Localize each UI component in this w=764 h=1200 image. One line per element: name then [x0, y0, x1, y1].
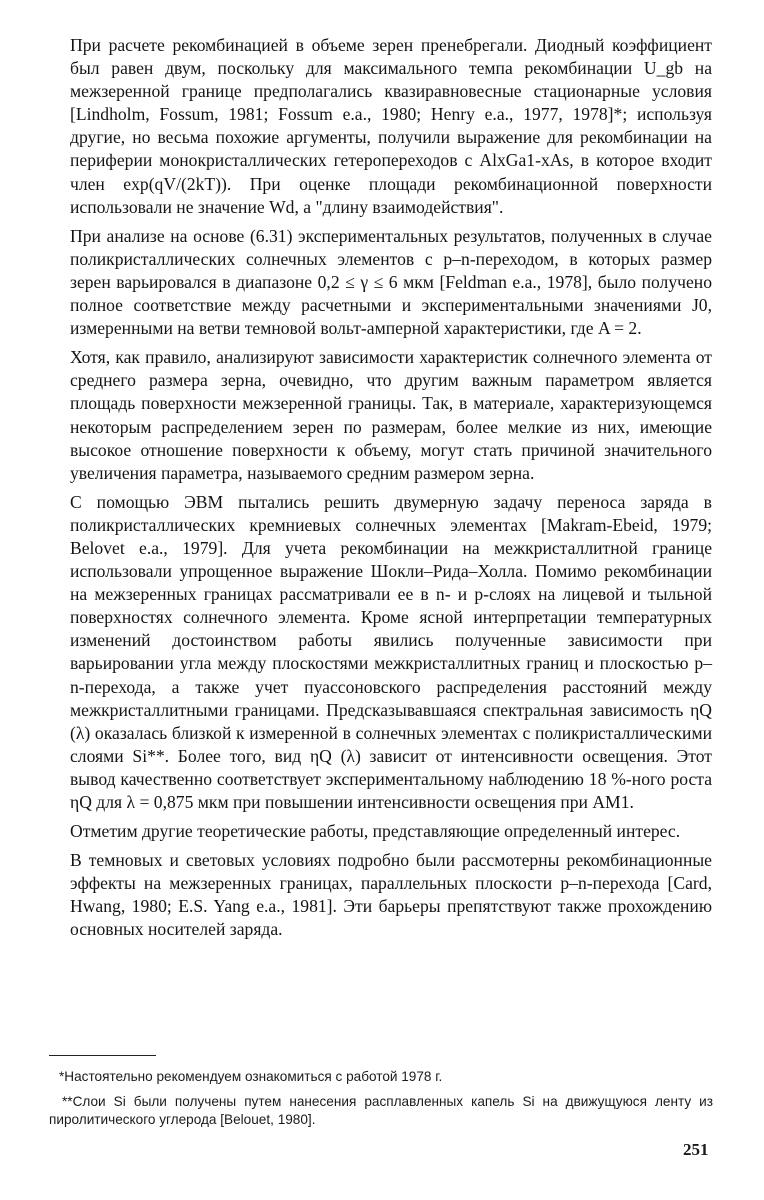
footnote-1: *Настоятельно рекомендуем ознакомиться с работой 1978 г. [59, 1069, 443, 1084]
footnote-2: **Слои Si были получены путем нанесения расплавленных капель Si на движущуюся ленту из пиролитического углерода [Belouet, 1980]. [49, 1093, 713, 1127]
paragraph-6: В темновых и световых условиях подробно были рассмотерны рекомбинационные эффекты на межзеренных границах, параллельных плоскости p–n-перехода [Card, Hwang, 1980; E.S. Yang e.a., 1981]. Эти барьеры препятствуют также прохождению основных носителей заряда. [70, 850, 712, 940]
paragraph-2: При анализе на основе (6.31) экспериментальных результатов, полученных в случае поликристаллических солнечных элементов с p–n-переходом, в которых размер зерен варьировался в диапазоне 0,2 ≤ γ ≤ 6 мкм [Feldman e.a., 1978], было получено полное соответствие между расчетными и экспериментальными значениями J0, измеренными на ветви темновой вольт-амперной характеристики, где A = 2. [70, 225, 712, 339]
paragraph-3: Хотя, как правило, анализируют зависимости характеристик солнечного элемента от среднего размера зерна, очевидно, что другим важным параметром является площадь поверхности межзеренной границы. Так, в материале, характеризующемся некоторым распределением зерен по размерам, более мелкие из них, имеющие высокое отношение поверхности к объему, могут стать причиной значительного увеличения параметра, называемого средним размером зерна. [70, 347, 712, 483]
page-number: 251 [683, 1140, 709, 1159]
paragraph-5: Отметим другие теоретические работы, представляющие определенный интерес. [70, 821, 681, 842]
footnote-separator [49, 1055, 156, 1056]
paragraph-4: С помощью ЭВМ пытались решить двумерную задачу переноса заряда в поликристаллических кремниевых солнечных элементах [Makram-Ebeid, 1979; Belovet e.a., 1979]. Для учета рекомбинации на межкристаллитной границе использовали упрощенное выражение Шокли–Рида–Холла. Помимо рекомбинации на межзеренных границах рассматривали ее в n- и p-слоях на лицевой и тыльной поверхностях солнечного элемента. Кроме ясной интерпретации температурных изменений достоинством работы явились полученные зависимости при варьировании угла между плоскостями межкристаллитных границ и плоскостью p–n-перехода, а также учет пуассоновского распределения расстояний между межкристаллитными границами. Предсказывавшаяся спектральная зависимость ηQ (λ) оказалась близкой к измеренной в солнечных элементах с поликристаллическими слоями Si**. Более того, вид ηQ (λ) зависит от интенсивности освещения. Этот вывод качественно соответствует экспериментальному наблюдению 18 %-ного роста ηQ для λ = 0,875 мкм при повышении интенсивности освещения при AM1. [70, 491, 712, 812]
footnotes [49, 1068, 713, 1136]
main-text [70, 34, 712, 948]
paragraph-1: При расчете рекомбинацией в объеме зерен пренебрегали. Диодный коэффициент был равен двум, поскольку для максимального темпа рекомбинации U_gb на межзеренной границе предполагались квазиравновесные стационарные условия [Lindholm, Fossum, 1981; Fossum e.a., 1980; Henry e.a., 1977, 1978]*; используя другие, но весьма похожие аргументы, получили выражение для рекомбинации на периферии монокристаллических гетеропереходов с AlxGa1-xAs, в которое входит член exp(qV/(2kT)). При оценке площади рекомбинационной поверхности использовали не значение Wd, а "длину взаимодействия". [70, 35, 712, 217]
